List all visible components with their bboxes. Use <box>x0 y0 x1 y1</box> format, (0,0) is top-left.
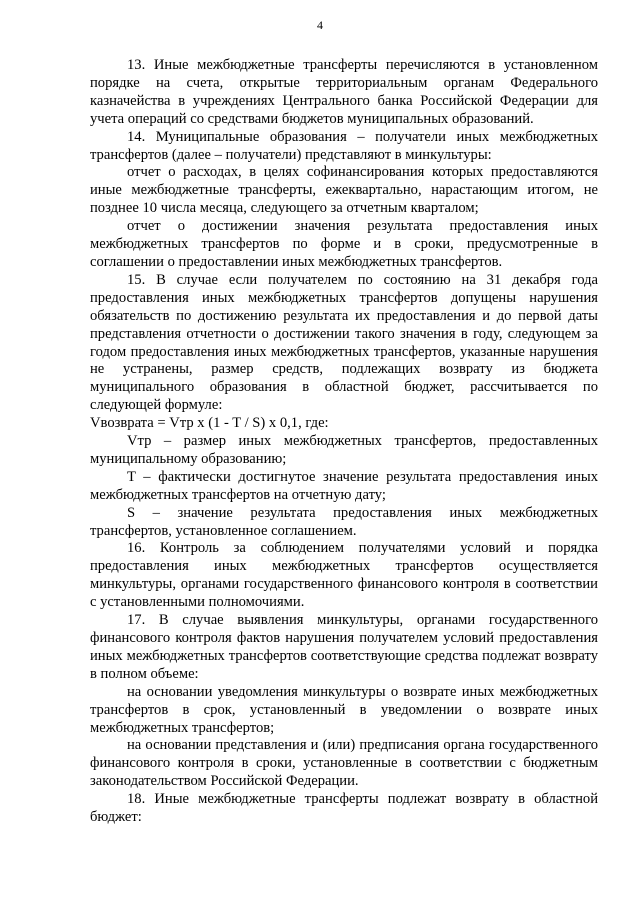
formula-definition-s: S – значение результата предоставления иных межбюджетных трансфертов, установленное соглашением. <box>90 504 598 539</box>
paragraph-15: 15. В случае если получателем по состоянию на 31 декабря года предоставления иных межбюджетных трансфертов допущены нарушения обязательств по достижению результата их предоставления и до первой даты представления отчетности о достижении такого значения в году, следующем за годом предоставления иных межбюджетных трансфертов, указанные нарушения не устранены, размер средств, подлежащих возврату из бюджета муниципального образования в областной бюджет, рассчитывается по следующей формуле: <box>90 271 598 414</box>
page-number: 4 <box>317 18 323 32</box>
paragraph-17-order: на основании представления и (или) предписания органа государственного финансового контроля в сроки, установленные в соответствии с бюджетным законодательством Российской Федерации. <box>90 737 598 790</box>
paragraph-17-notice: на основании уведомления минкультуры о возврате иных межбюджетных трансфертов в срок, установленный в уведомлении о возврате иных межбюджетных трансфертов; <box>90 683 598 736</box>
paragraph-14: 14. Муниципальные образования – получатели иных межбюджетных трансфертов (далее – получатели) представляют в минкультуры: <box>90 128 598 163</box>
document-body <box>90 57 598 827</box>
paragraph-13: 13. Иные межбюджетные трансферты перечисляются в установленном порядке на счета, открытые территориальным органам Федерального казначейства в учреждениях Центрального банка Российской Федерации для учета операций со средствами бюджетов муниципальных образований. <box>90 57 598 127</box>
formula-definition-t: T – фактически достигнутое значение результата предоставления иных межбюджетных трансфертов на отчетную дату; <box>90 468 598 503</box>
formula-definition-vtr: Vтр – размер иных межбюджетных трансфертов, предоставленных муниципальному образованию; <box>90 433 598 467</box>
paragraph-14-report-expenses: отчет о расходах, в целях софинансирования которых предоставляются иные межбюджетные трансферты, ежеквартально, нарастающим итогом, не позднее 10 числа месяца, следующего за отчетным кварталом; <box>90 164 598 217</box>
paragraph-16: 16. Контроль за соблюдением получателями условий и порядка предоставления иных межбюджетных трансфертов осуществляется минкультуры, органами государственного финансового контроля в соответствии с установленными полномочиями. <box>90 540 598 611</box>
paragraph-18: 18. Иные межбюджетные трансферты подлежат возврату в областной бюджет: <box>90 791 598 826</box>
paragraph-14-report-result: отчет о достижении значения результата предоставления иных межбюджетных трансфертов по форме и в сроки, предусмотренные в соглашении о предоставлении иных межбюджетных трансфертов. <box>90 218 598 270</box>
refund-formula: Vвозврата = Vтр x (1 - T / S) x 0,1, где: <box>90 415 329 432</box>
paragraph-17: 17. В случае выявления минкультуры, органами государственного финансового контроля фактов нарушения получателем условий предоставления иных межбюджетных трансфертов соответствующие средства подлежат возврату в полном объеме: <box>90 612 598 682</box>
